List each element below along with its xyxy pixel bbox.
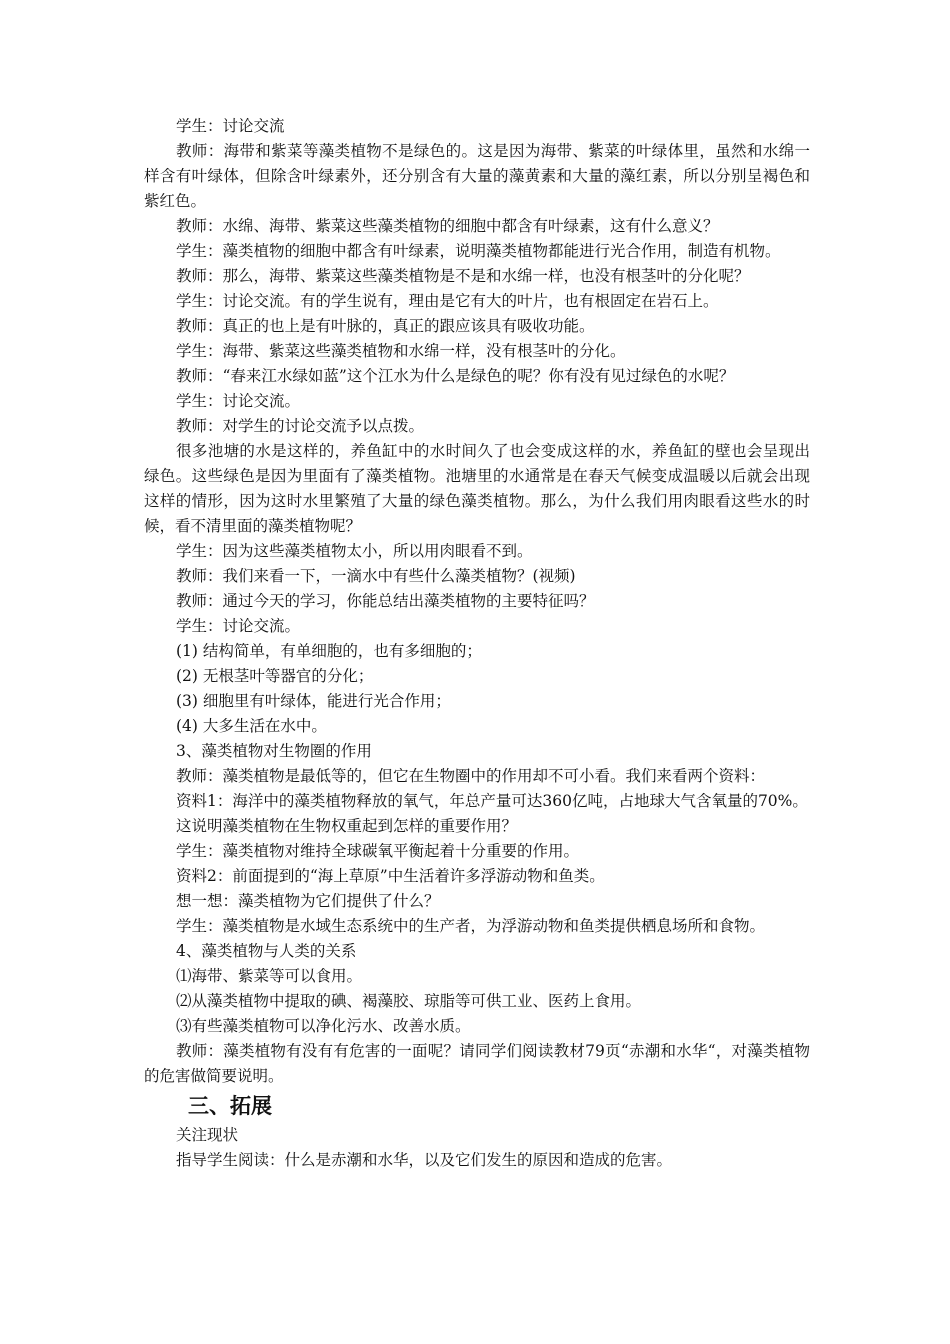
paragraph: 学生：讨论交流。	[176, 392, 301, 410]
paragraph: 学生：藻类植物是水域生态系统中的生产者，为浮游动物和鱼类提供栖息场所和食物。	[176, 917, 766, 935]
section-subtitle: 4、藻类植物与人类的关系	[176, 942, 357, 960]
paragraph: 教师：“春来江水绿如蓝”这个江水为什么是绿色的呢？你有没有见过绿色的水呢？	[176, 367, 735, 385]
list-item: (3) 细胞里有叶绿体，能进行光合作用；	[176, 692, 451, 710]
list-item: (2) 无根茎叶等器官的分化；	[176, 667, 374, 685]
paragraph: 学生：讨论交流	[176, 117, 285, 135]
paragraph: 教师：水绵、海带、紫菜这些藻类植物的细胞中都含有叶绿素，这有什么意义？	[176, 217, 719, 235]
document-page	[144, 114, 810, 1173]
paragraph: 教师：我们来看一下，一滴水中有些什么藻类植物？(视频)	[176, 567, 576, 585]
paragraph: 教师：通过今天的学习，你能总结出藻类植物的主要特征吗？	[176, 592, 595, 610]
paragraph: 教师：藻类植物是最低等的，但它在生物圈中的作用却不可小看。我们来看两个资料：	[176, 767, 766, 785]
section-subtitle: 3、藻类植物对生物圈的作用	[176, 742, 372, 760]
paragraph: 学生：海带、紫菜这些藻类植物和水绵一样，没有根茎叶的分化。	[176, 342, 626, 360]
list-item: ⑴海带、紫菜等可以食用。	[176, 967, 363, 985]
list-item: ⑶有些藻类植物可以净化污水、改善水质。	[176, 1017, 471, 1035]
paragraph: 教师：藻类植物有没有有危害的一面呢？请同学们阅读教材79页“赤潮和水华“，对藻类植物的危害做简要说明。	[144, 1042, 810, 1085]
paragraph: 教师：真正的也上是有叶脉的，真正的跟应该具有吸收功能。	[176, 317, 595, 335]
paragraph: 这说明藻类植物在生物权重起到怎样的重要作用？	[176, 817, 518, 835]
paragraph: 想一想：藻类植物为它们提供了什么？	[176, 892, 440, 910]
paragraph: 学生：因为这些藻类植物太小，所以用肉眼看不到。	[176, 542, 533, 560]
paragraph: 学生：藻类植物的细胞中都含有叶绿素，说明藻类植物都能进行光合作用，制造有机物。	[176, 242, 781, 260]
paragraph: 教师：海带和紫菜等藻类植物不是绿色的。这是因为海带、紫菜的叶绿体里，虽然和水绵一样含有叶绿体，但除含叶绿素外，还分别含有大量的藻黄素和大量的藻红素，所以分别呈褐色和紫红色。	[144, 142, 810, 210]
paragraph: 学生：藻类植物对维持全球碳氧平衡起着十分重要的作用。	[176, 842, 580, 860]
paragraph: 教师：那么，海带、紫菜这些藻类植物是不是和水绵一样，也没有根茎叶的分化呢？	[176, 267, 750, 285]
paragraph: 学生：讨论交流。	[176, 617, 301, 635]
list-item: (4) 大多生活在水中。	[176, 717, 327, 735]
paragraph: 教师：对学生的讨论交流予以点拨。	[176, 417, 425, 435]
section-heading: 三、拓展	[188, 1094, 272, 1118]
paragraph: 指导学生阅读：什么是赤潮和水华，以及它们发生的原因和造成的危害。	[176, 1151, 673, 1169]
list-item: ⑵从藻类植物中提取的碘、褐藻胶、琼脂等可供工业、医药上食用。	[176, 992, 642, 1010]
paragraph: 学生：讨论交流。有的学生说有，理由是它有大的叶片，也有根固定在岩石上。	[176, 292, 719, 310]
paragraph: 资料2：前面提到的“海上草原”中生活着许多浮游动物和鱼类。	[176, 867, 605, 885]
paragraph: 关注现状	[176, 1126, 239, 1144]
paragraph: 很多池塘的水是这样的，养鱼缸中的水时间久了也会变成这样的水，养鱼缸的壁也会呈现出绿色。这些绿色是因为里面有了藻类植物。池塘里的水通常是在春天气候变成温暖以后就会出现这样的情形，因为这时水里繁殖了大量的绿色藻类植物。那么，为什么我们用肉眼看这些水的时候，看不清里面的藻类植物呢？	[144, 442, 810, 535]
paragraph: 资料1：海洋中的藻类植物释放的氧气，年总产量可达360亿吨，占地球大气含氧量的70%。	[176, 792, 808, 810]
list-item: (1) 结构简单，有单细胞的，也有多细胞的；	[176, 642, 482, 660]
